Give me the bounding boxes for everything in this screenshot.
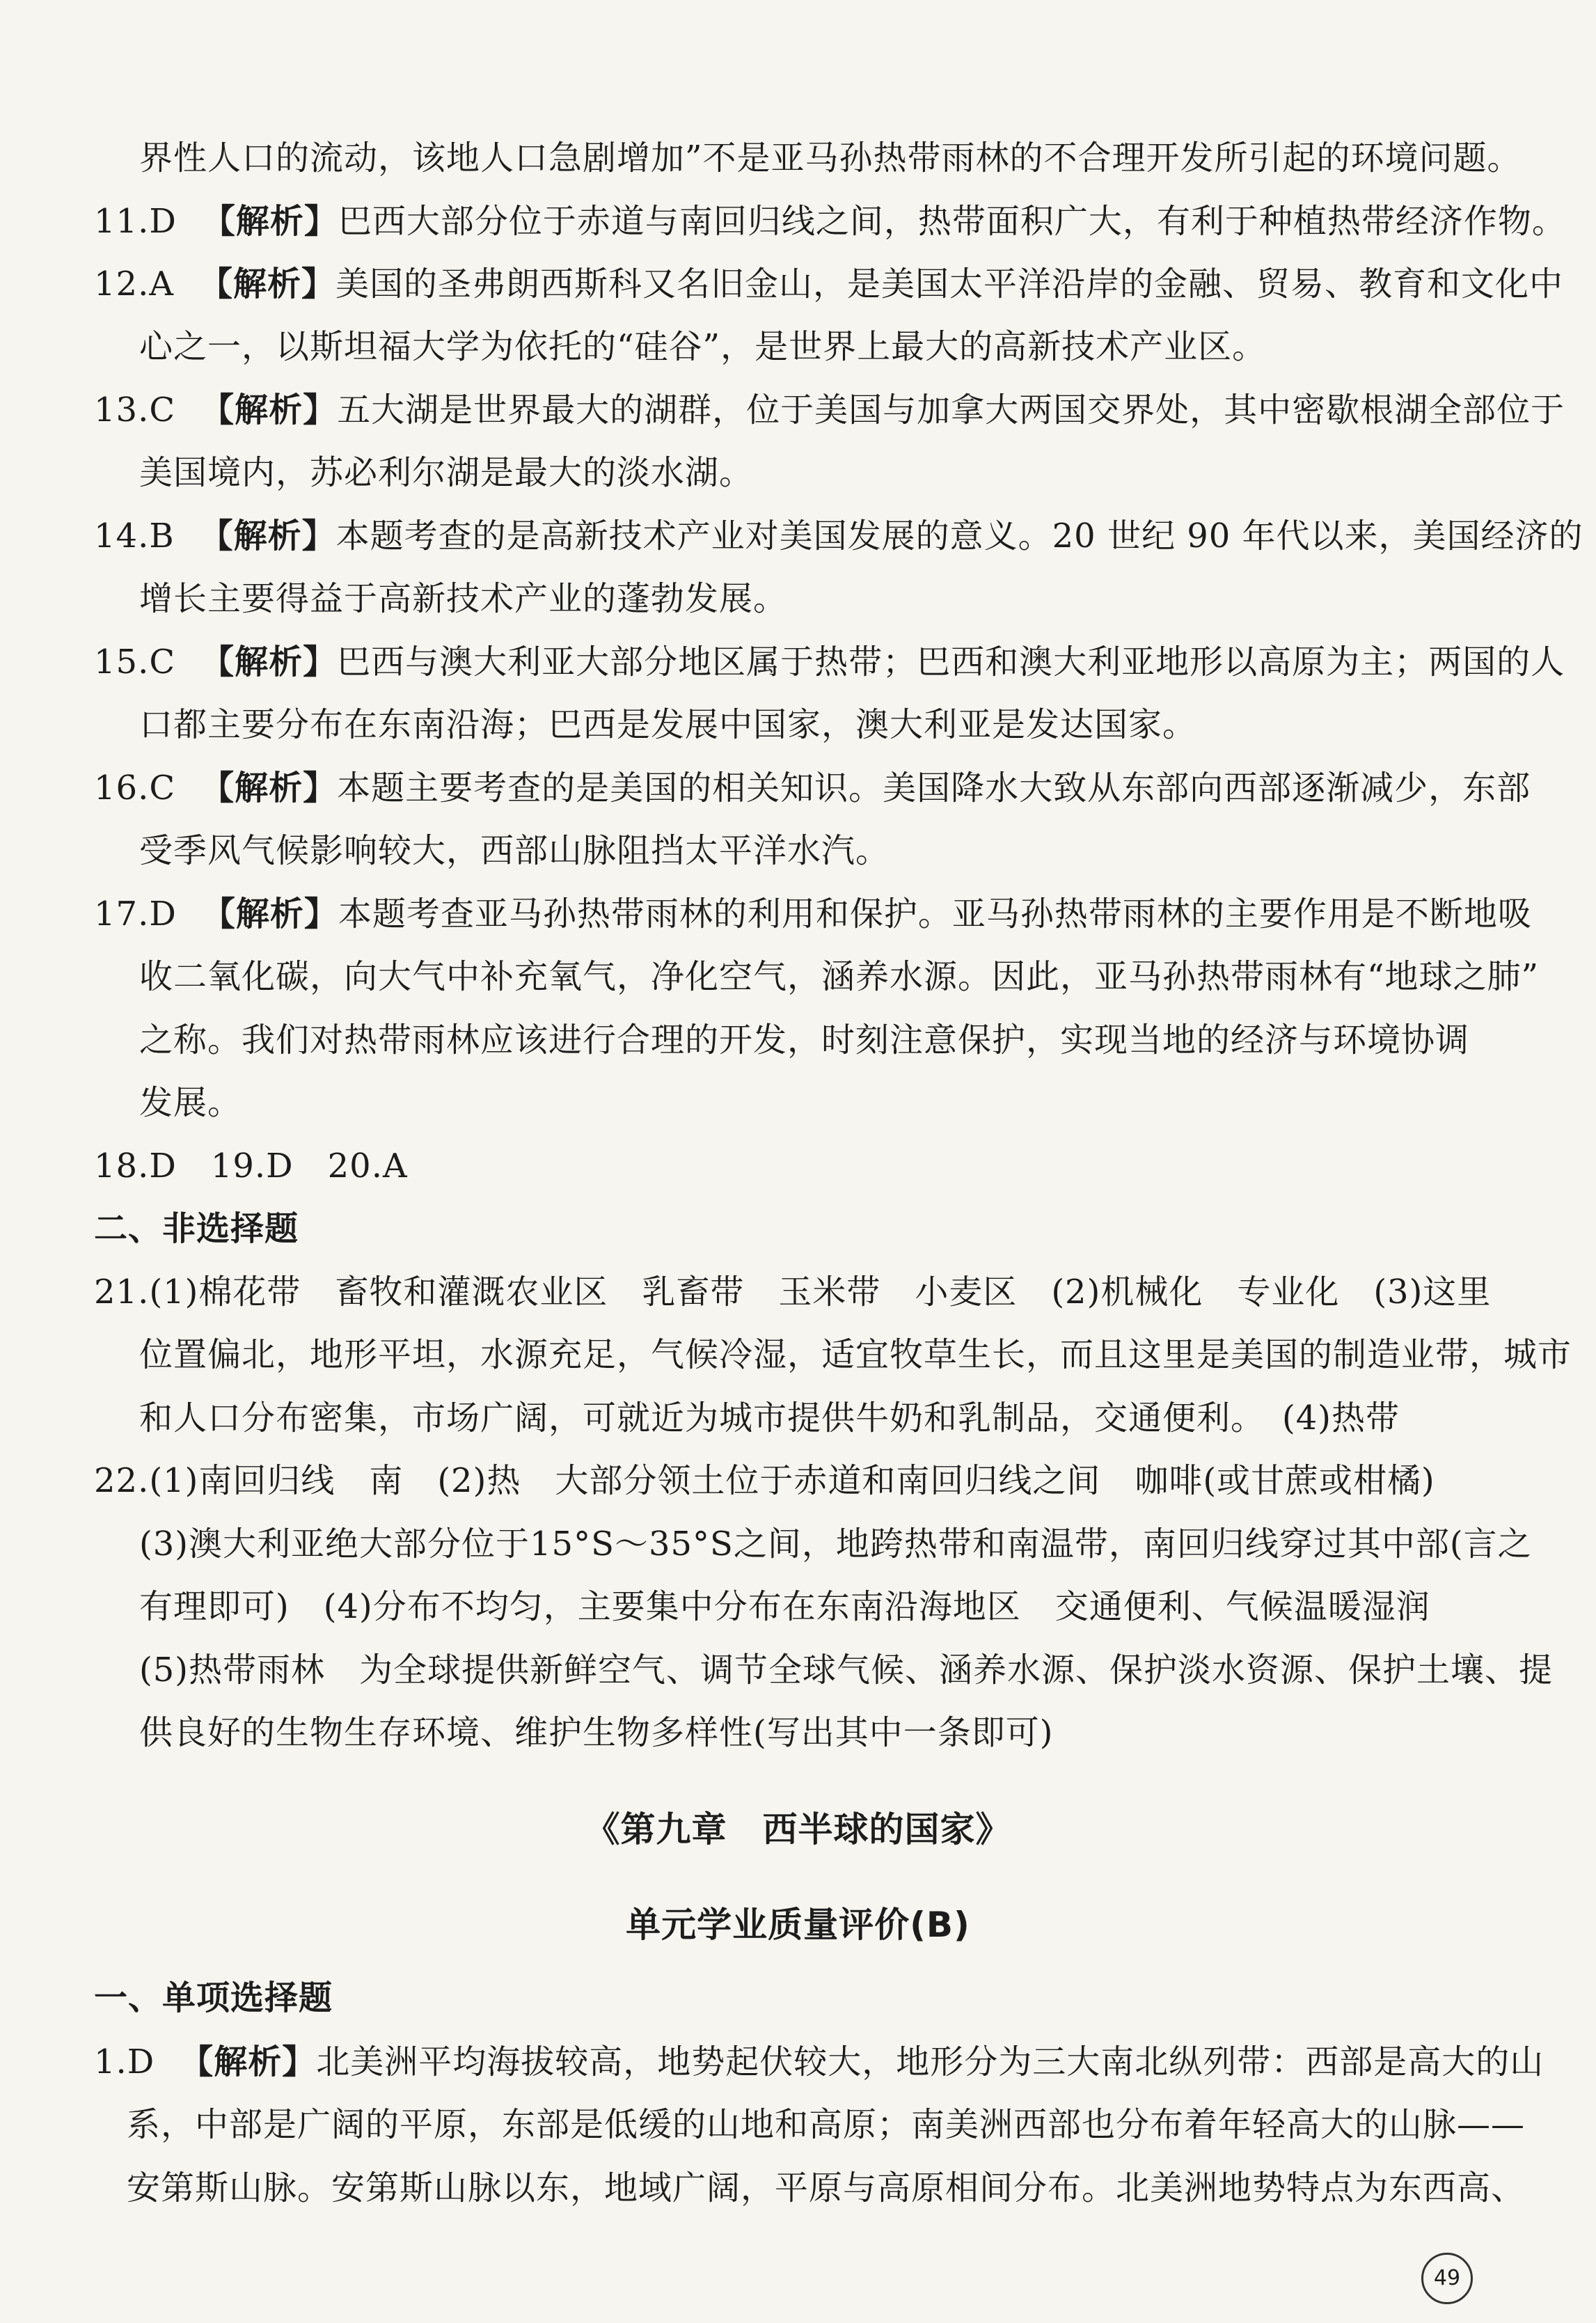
answer-item (0, 389, 1596, 431)
analysis-tag: 【解析】 (201, 202, 338, 241)
section-heading: 一、单项选择题 (94, 1978, 333, 2017)
answer-label: 1.D (94, 2042, 155, 2081)
answer-item (0, 2041, 1596, 2083)
text-line: 安第斯山脉。安第斯山脉以东，地域广阔，平原与高原相间分布。北美洲地势特点为东西高、 (127, 2168, 1526, 2207)
text-line: (3)澳大利亚绝大部分位于15°S～35°S之间，地跨热带和南温带，南回归线穿过其中部(言之 (139, 1525, 1532, 1564)
answer-text: 本题考查的是高新技术产业对美国发展的意义。20 世纪 90 年代以来，美国经济的 (335, 517, 1583, 556)
text-line: 供良好的生物生存环境、维护生物多样性(写出其中一条即可) (139, 1713, 1054, 1752)
answer-item (0, 767, 1596, 809)
text-line: 界性人口的流动，该地人口急剧增加”不是亚马孙热带雨林的不合理开发所引起的环境问题。 (139, 139, 1522, 178)
answer-text: 巴西与澳大利亚大部分地区属于热带；巴西和澳大利亚地形以高原为主；两国的人 (337, 643, 1565, 682)
text-line: 增长主要得益于高新技术产业的蓬勃发展。 (139, 579, 788, 618)
answer-label: 11.D (94, 202, 177, 241)
text-line: (5)热带雨林 为全球提供新鲜空气、调节全球气候、涵养水源、保护淡水资源、保护土壤、提 (139, 1651, 1553, 1690)
section-heading: 二、非选择题 (94, 1209, 299, 1248)
answer-label: 12.A (94, 265, 174, 304)
text-line: 和人口分布密集，市场广阔，可就近为城市提供牛奶和乳制品，交通便利。 (4)热带 (139, 1399, 1400, 1438)
text-line: 收二氧化碳，向大气中补充氧气，净化空气，涵养水源。因此，亚马孙热带雨林有“地球之肺” (139, 957, 1540, 996)
answer-label: 14.B (94, 517, 175, 556)
answer-item (0, 200, 1596, 242)
text-line: 系，中部是广阔的平原，东部是低缓的山地和高原；南美洲西部也分布着年轻高大的山脉—— (127, 2105, 1526, 2144)
text-line: 口都主要分布在东南沿海；巴西是发展中国家，澳大利亚是发达国家。 (139, 705, 1197, 744)
text-line: 22.(1)南回归线 南 (2)热 大部分领土位于赤道和南回归线之间 咖啡(或甘蔗或柑橘) (94, 1461, 1435, 1500)
answer-label: 13.C (94, 391, 176, 430)
analysis-tag: 【解析】 (199, 517, 336, 556)
text-line: 心之一，以斯坦福大学为依托的“硅谷”，是世界上最大的高新技术产业区。 (139, 327, 1267, 366)
answer-item (0, 641, 1596, 683)
answer-text: 本题主要考查的是美国的相关知识。美国降水大致从东部向西部逐渐减少，东部 (337, 769, 1531, 808)
analysis-tag: 【解析】 (200, 769, 338, 808)
analysis-tag: 【解析】 (200, 391, 338, 430)
text-line: 发展。 (139, 1083, 242, 1122)
analysis-tag: 【解析】 (180, 2042, 317, 2081)
answer-item (0, 263, 1596, 305)
text-line: 有理即可) (4)分布不均匀，主要集中分布在东南沿海地区 交通便利、气候温暖湿润 (139, 1587, 1430, 1626)
analysis-tag: 【解析】 (201, 895, 338, 934)
answer-text: 本题考查亚马孙热带雨林的利用和保护。亚马孙热带雨林的主要作用是不断地吸 (338, 895, 1532, 934)
answer-label: 15.C (94, 643, 176, 682)
answer-text: 北美洲平均海拔较高，地势起伏较大，地形分为三大南北纵列带：西部是高大的山 (316, 2042, 1544, 2081)
text-line: 受季风气候影响较大，西部山脉阻挡太平洋水汽。 (139, 831, 890, 870)
analysis-tag: 【解析】 (199, 265, 336, 304)
text-line: 18.D 19.D 20.A (94, 1147, 408, 1186)
chapter-title: 《第九章 西半球的国家》 (585, 1809, 1011, 1850)
answer-text: 五大湖是世界最大的湖群，位于美国与加拿大两国交界处，其中密歇根湖全部位于 (337, 391, 1565, 430)
text-line: 之称。我们对热带雨林应该进行合理的开发，时刻注意保护，实现当地的经济与环境协调 (139, 1021, 1470, 1060)
answer-item (0, 515, 1596, 557)
unit-title: 单元学业质量评价(B) (626, 1905, 970, 1945)
answer-item (0, 893, 1596, 935)
text-line: 美国境内，苏必利尔湖是最大的淡水湖。 (139, 453, 754, 492)
analysis-tag: 【解析】 (200, 643, 338, 682)
answer-label: 17.D (94, 895, 177, 934)
answer-label: 16.C (94, 769, 176, 808)
text-line: 位置偏北，地形平坦，水源充足，气候冷湿，适宜牧草生长，而且这里是美国的制造业带，城市 (139, 1335, 1572, 1374)
page-number: 49 (1421, 2253, 1473, 2304)
text-line: 21.(1)棉花带 畜牧和灌溉农业区 乳畜带 玉米带 小麦区 (2)机械化 专业化 (3)这里 (94, 1273, 1492, 1312)
answer-text: 巴西大部分位于赤道与南回归线之间，热带面积广大，有利于种植热带经济作物。 (338, 202, 1566, 241)
answer-text: 美国的圣弗朗西斯科又名旧金山，是美国太平洋沿岸的金融、贸易、教育和文化中 (335, 265, 1564, 304)
